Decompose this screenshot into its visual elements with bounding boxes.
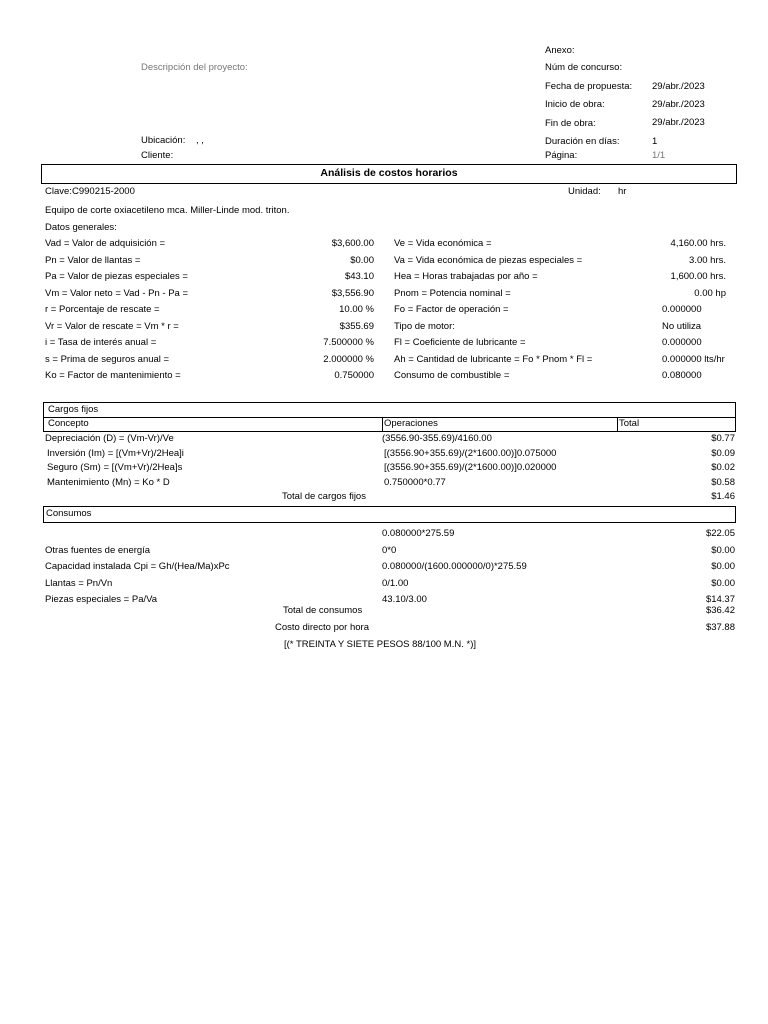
dato-label: Ko = Factor de mantenimiento =	[45, 370, 181, 381]
col-divider	[617, 418, 618, 432]
col-divider	[382, 418, 383, 432]
dato-value: 10.00 %	[339, 304, 374, 315]
consumos-title: Consumos	[46, 508, 92, 519]
dato-label: r = Porcentaje de rescate =	[45, 304, 160, 315]
duracion-label: Duración en días:	[545, 136, 620, 147]
table-row-concepto: Depreciación (D) = (Vm-Vr)/Ve	[45, 433, 174, 444]
num-concurso-label: Núm de concurso:	[545, 62, 623, 73]
dato-label: s = Prima de seguros anual =	[45, 353, 170, 365]
dato-value: 0.750000	[334, 370, 374, 381]
fin-obra-label: Fin de obra:	[545, 118, 596, 129]
dato-label: Pnom = Potencia nominal =	[394, 287, 511, 299]
col-concepto: Concepto	[48, 418, 89, 429]
dato-value: No utiliza	[662, 320, 702, 332]
cargos-fijos-header	[43, 402, 736, 418]
table-row-concepto: Otras fuentes de energía	[45, 545, 151, 556]
total-cargos-fijos-value: $1.46	[711, 491, 735, 502]
dato-value: 2.000000 %	[323, 353, 374, 365]
unidad-label: Unidad:	[568, 186, 601, 197]
dato-value: 0.000000 lts/hr	[662, 353, 725, 365]
total-consumos-value: $36.42	[705, 605, 735, 616]
table-row-concepto: Piezas especiales = Pa/Va	[45, 594, 158, 605]
table-row-total: $0.58	[711, 476, 735, 488]
dato-value: 0.00 hp	[694, 287, 726, 299]
table-row-operacion: (3556.90-355.69)/4160.00	[382, 433, 492, 444]
table-row-total: $0.02	[711, 462, 735, 473]
cargos-fijos-columns	[43, 417, 736, 432]
table-row-total: $0.09	[711, 447, 735, 459]
page-title: Análisis de costos horarios	[320, 167, 458, 179]
clave-value: C990215-2000	[72, 186, 135, 197]
table-row-operacion: 0.080000*275.59	[382, 528, 455, 539]
col-operaciones: Operaciones	[384, 418, 438, 429]
importe-con-letra: [(* TREINTA Y SIETE PESOS 88/100 M.N. *)]	[284, 639, 477, 650]
dato-label: Pa = Valor de piezas especiales =	[45, 271, 188, 282]
dato-label: Fl = Coeficiente de lubricante =	[394, 337, 526, 348]
dato-value: 0.000000	[662, 337, 702, 348]
descripcion-label: Descripción del proyecto:	[141, 62, 248, 73]
unidad-value: hr	[618, 186, 627, 197]
total-cargos-fijos-label: Total de cargos fijos	[282, 491, 366, 502]
cliente-label: Cliente:	[141, 150, 174, 161]
table-row-concepto: Inversión (Im) = [(Vm+Vr)/2Hea]i	[47, 447, 184, 459]
dato-value: 3.00 hrs.	[689, 254, 726, 266]
pagina-value: 1/1	[652, 150, 666, 161]
dato-label: i = Tasa de interés anual =	[45, 337, 157, 348]
dato-value: 0.000000	[662, 304, 702, 315]
table-row-operacion: 43.10/3.00	[382, 594, 427, 605]
title-box	[41, 164, 737, 184]
equipo-description: Equipo de corte oxiacetileno mca. Miller-Linde mod. triton.	[45, 205, 290, 216]
table-row-concepto: Llantas = Pn/Vn	[45, 578, 113, 589]
dato-label: Hea = Horas trabajadas por año =	[394, 271, 538, 282]
table-row-total: $0.00	[711, 545, 735, 556]
ubicacion-label: Ubicación:	[141, 135, 186, 146]
table-row-total: $22.05	[705, 528, 735, 539]
inicio-obra-label: Inicio de obra:	[545, 99, 605, 110]
dato-value: $355.69	[339, 320, 374, 332]
dato-label: Vr = Valor de rescate = Vm * r =	[45, 320, 179, 332]
dato-label: Consumo de combustible =	[394, 370, 510, 381]
ubicacion-value: , ,	[196, 135, 204, 146]
table-row-operacion: [(3556.90+355.69)/(2*1600.00)]0.020000	[384, 462, 557, 473]
anexo-label: Anexo:	[545, 45, 575, 56]
costo-directo-value: $37.88	[705, 622, 735, 633]
dato-value: 0.080000	[662, 370, 702, 381]
dato-value: $3,600.00	[331, 238, 374, 249]
costo-directo-label: Costo directo por hora	[275, 622, 369, 633]
datos-generales-label: Datos generales:	[45, 222, 117, 233]
fecha-propuesta-value: 29/abr./2023	[652, 81, 705, 92]
table-row-operacion: 0/1.00	[382, 578, 409, 589]
table-row-concepto: Mantenimiento (Mn) = Ko * D	[47, 476, 170, 488]
dato-value: 1,600.00 hrs.	[670, 271, 726, 282]
fin-obra-value: 29/abr./2023	[652, 117, 705, 128]
table-row-operacion: 0*0	[382, 545, 397, 556]
dato-value: $43.10	[344, 271, 374, 282]
fecha-propuesta-label: Fecha de propuesta:	[545, 81, 633, 92]
table-row-operacion: 0.750000*0.77	[384, 476, 446, 488]
table-row-total: $14.37	[705, 594, 735, 605]
table-row-operacion: 0.080000/(1600.000000/0)*275.59	[382, 561, 527, 572]
table-row-total: $0.00	[711, 561, 735, 572]
consumos-header	[43, 506, 736, 523]
cargos-fijos-title: Cargos fijos	[48, 404, 99, 415]
table-row-total: $0.77	[711, 433, 735, 444]
dato-label: Vm = Valor neto = Vad - Pn - Pa =	[45, 287, 189, 299]
total-consumos-label: Total de consumos	[283, 605, 363, 616]
dato-label: Tipo de motor:	[394, 320, 455, 332]
table-row-operacion: [(3556.90+355.69)/(2*1600.00)]0.075000	[384, 447, 557, 459]
dato-label: Va = Vida económica de piezas especiales =	[394, 254, 583, 266]
inicio-obra-value: 29/abr./2023	[652, 99, 705, 110]
table-row-concepto: Capacidad instalada Cpi = Gh/(Hea/Ma)xPc	[45, 561, 230, 572]
clave-label: Clave:	[45, 186, 72, 197]
dato-label: Pn = Valor de llantas =	[45, 254, 141, 266]
dato-label: Vad = Valor de adquisición =	[45, 238, 166, 249]
dato-label: Ve = Vida económica =	[394, 238, 492, 249]
dato-value: 7.500000 %	[323, 337, 374, 348]
dato-value: $3,556.90	[331, 287, 374, 299]
col-total: Total	[619, 418, 640, 429]
duracion-value: 1	[652, 136, 658, 147]
pagina-label: Página:	[545, 150, 578, 161]
dato-value: $0.00	[350, 254, 374, 266]
dato-value: 4,160.00 hrs.	[670, 238, 726, 249]
table-row-total: $0.00	[711, 578, 735, 589]
dato-label: Fo = Factor de operación =	[394, 304, 509, 315]
table-row-concepto: Seguro (Sm) = [(Vm+Vr)/2Hea]s	[47, 462, 183, 473]
dato-label: Ah = Cantidad de lubricante = Fo * Pnom * Fl =	[394, 353, 593, 365]
